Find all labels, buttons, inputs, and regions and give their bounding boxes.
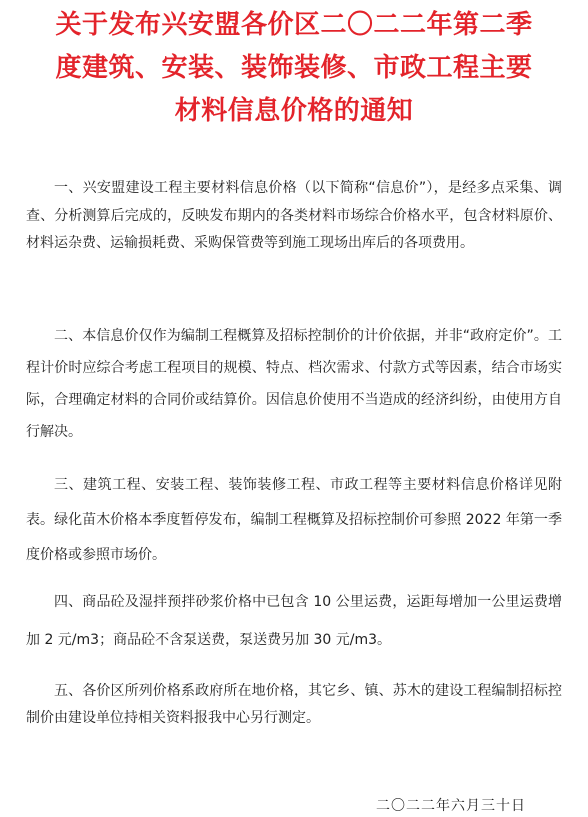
- notice-title: [0, 4, 588, 133]
- paragraph-5: 五、各价区所列价格系政府所在地价格，其它乡、镇、苏木的建设工程编制招标控制价由建设单位持相关资料报我中心另行测定。: [26, 683, 562, 726]
- title-line-3: 材料信息价格的通知: [174, 96, 414, 126]
- paragraph-4: 四、商品砼及湿拌预拌砂浆价格中已包含 10 公里运费，运距每增加一公里运费增加 2 元/m3；商品砼不含泵送费，泵送费另加 30 元/m3。: [26, 594, 562, 648]
- paragraph-1: 一、兴安盟建设工程主要材料信息价格（以下简称“信息价”），是经多点采集、调查、分析测算后完成的，反映发布期内的各类材料市场综合价格水平，包含材料原价、材料运杂费、运输损耗费、采购保管费等到施工现场出库后的各项费用。: [26, 180, 562, 251]
- paragraph-3: 三、建筑工程、安装工程、装饰装修工程、市政工程等主要材料信息价格详见附表。绿化苗木价格本季度暂停发布，编制工程概算及招标控制价可参照 2022 年第一季度价格或参照市场价。: [26, 477, 562, 563]
- title-line-2: 度建筑、安装、装饰装修、市政工程主要: [55, 53, 533, 83]
- notice-date: 二〇二二年六月三十日: [376, 798, 526, 814]
- paragraph-2: 二、本信息价仅作为编制工程概算及招标控制价的计价依据，并非“政府定价”。工程计价时应综合考虑工程项目的规模、特点、档次需求、付款方式等因素，结合市场实际，合理确定材料的合同价或结算价。因信息价使用不当造成的经济纠纷，由使用方自行解决。: [26, 328, 562, 440]
- title-line-1: 关于发布兴安盟各价区二〇二二年第二季: [55, 10, 533, 40]
